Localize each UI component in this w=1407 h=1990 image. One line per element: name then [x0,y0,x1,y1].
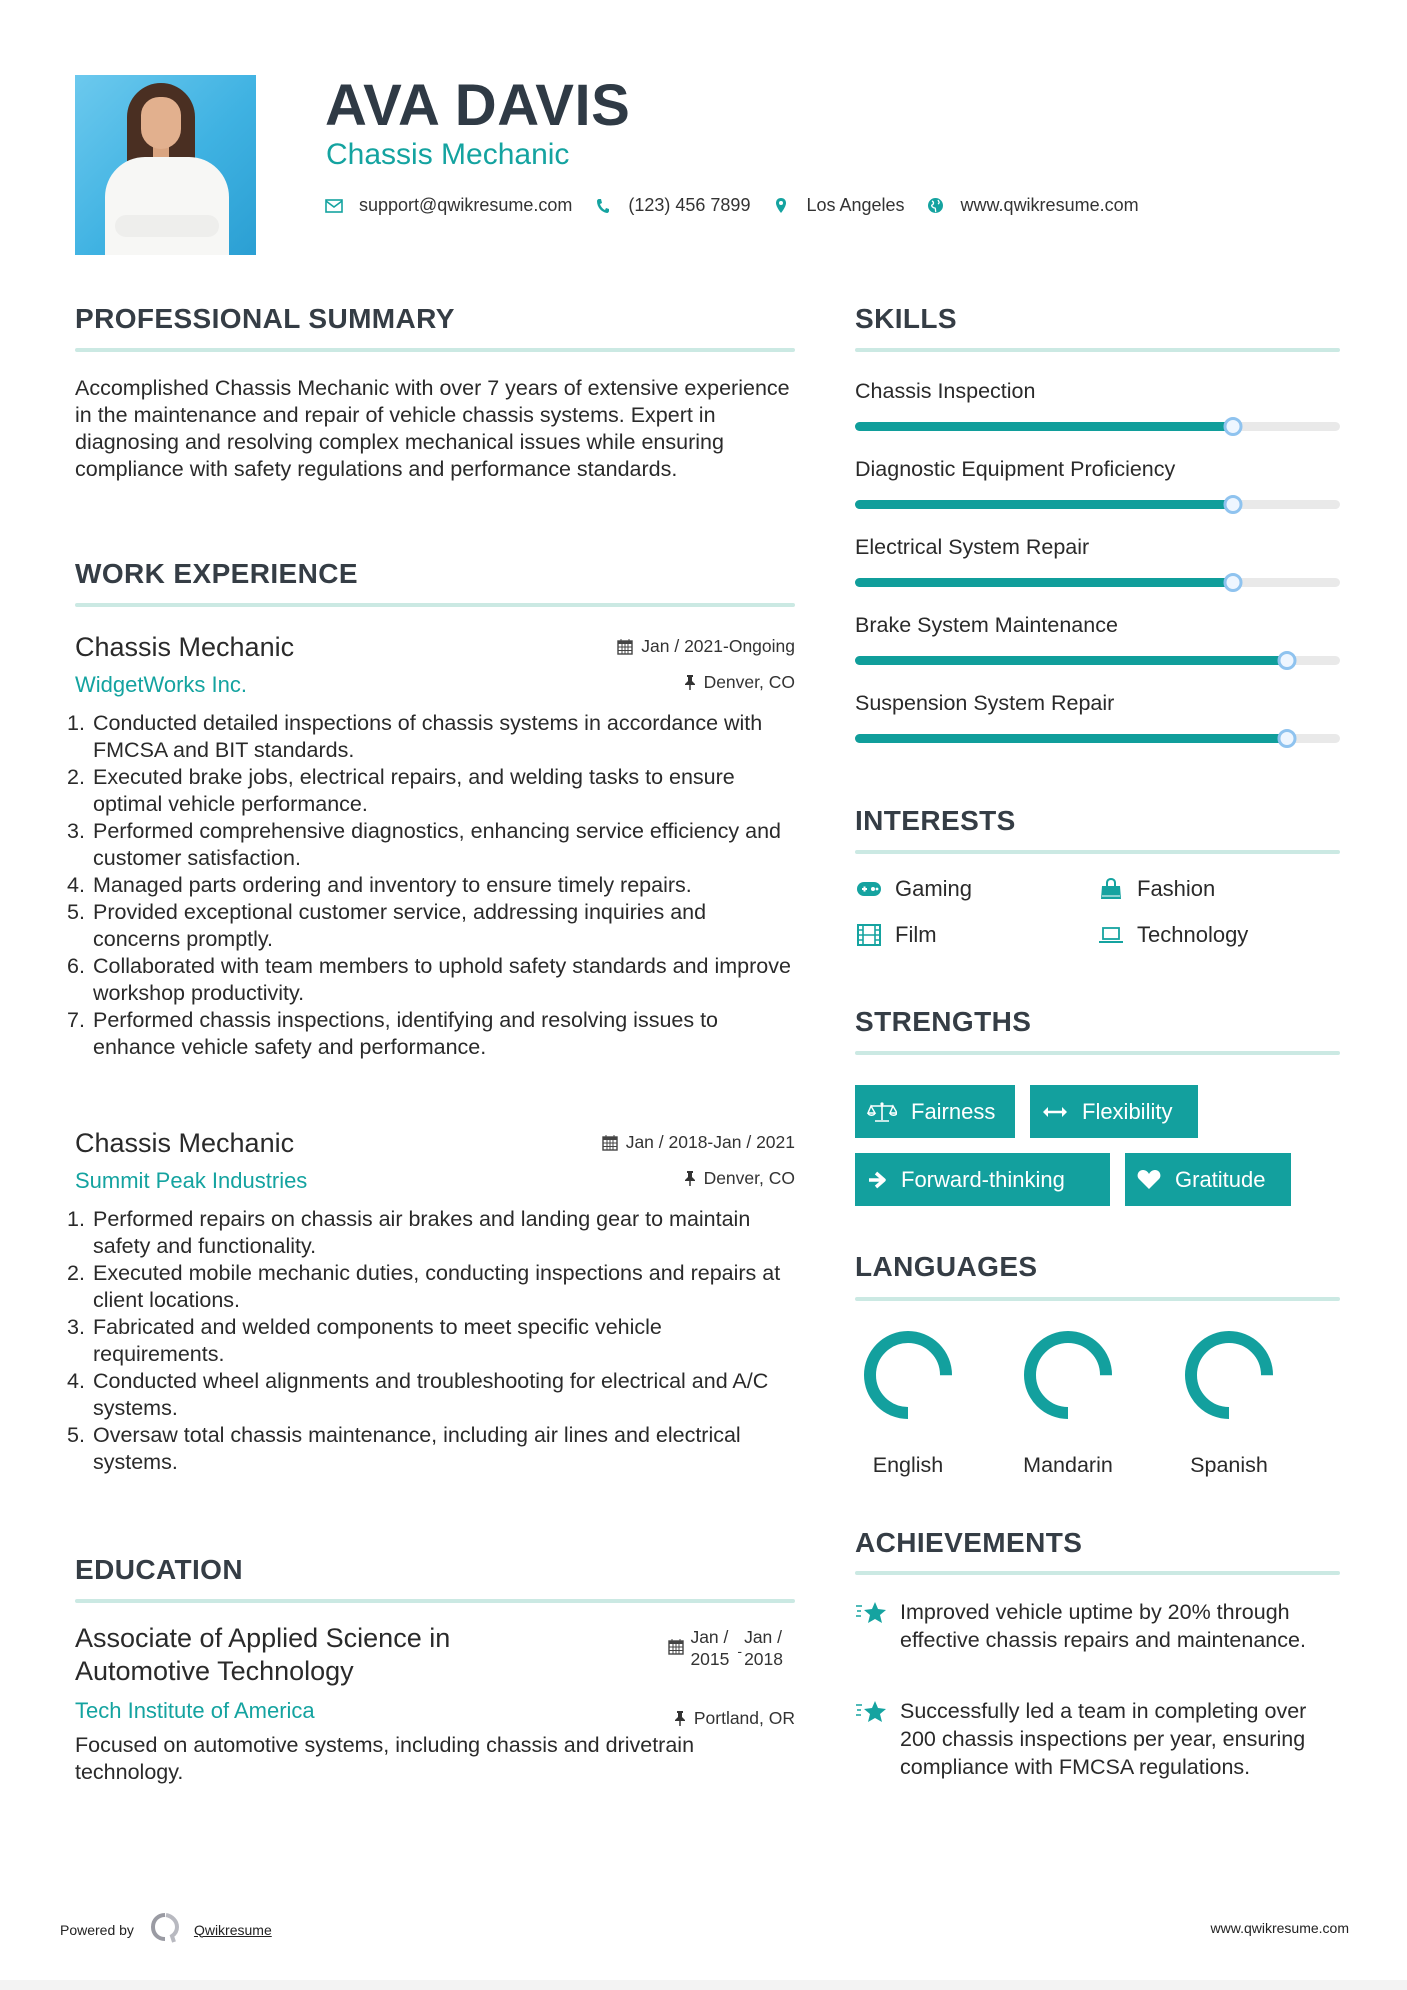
strength-badge: Forward-thinking [855,1153,1110,1206]
skill-item: Diagnostic Equipment Proficiency [855,456,1340,509]
calendar-icon [602,1134,618,1151]
strength-badge: Gratitude [1125,1153,1291,1206]
skill-bar [855,500,1340,509]
education-location: Portland, OR [674,1708,795,1729]
shooting-star-icon [855,1598,900,1654]
skill-bar [855,734,1340,743]
email-text: support@qwikresume.com [359,195,573,215]
website-text: www.qwikresume.com [960,195,1139,215]
profile-photo [75,75,256,255]
languages-heading: LANGUAGES [855,1251,1038,1282]
envelope-icon [325,199,343,213]
contact-website[interactable] [927,195,1139,216]
education-description: Focused on automotive systems, including chassis and drivetrain technology. [75,1733,695,1784]
language-progress-ring [1018,1325,1118,1425]
skill-knob [1224,573,1243,592]
contact-phone[interactable] [594,195,750,216]
job-responsibilities [67,710,795,1061]
education-dates: Jan / 2015 - Jan / 2018 [668,1626,783,1670]
laptop-icon [1097,925,1125,945]
job-location: Denver, CO [684,1168,795,1189]
achievement-item: Improved vehicle uptime by 20% through effective chassis repairs and maintenance. [855,1598,1340,1654]
list-item: 7. Performed chassis inspections, identifying and resolving issues to enhance vehicle safety and performance. [67,1008,719,1059]
list-item: 4. Managed parts ordering and inventory to ensure timely repairs. [67,873,692,897]
languages-divider [855,1297,1340,1301]
skill-knob [1224,495,1243,514]
job-entry [67,630,795,1061]
contact-row [325,195,1161,216]
summary-divider [75,348,795,352]
degree-title: Associate of Applied Science in Automotive Technology [75,1623,451,1686]
location-text: Los Angeles [806,195,905,215]
shooting-star-icon [855,1697,900,1781]
language-progress-ring [858,1325,958,1425]
list-item: 1. Conducted detailed inspections of chassis systems in accordance with FMCSA and BIT standards. [67,711,763,762]
summary-text: Accomplished Chassis Mechanic with over 7 years of extensive experience in the maintenance and repair of vehicle chassis systems. Expert in diagnosing and resolving complex mechanical issues while ensuring compliance with safety regulations and performance standards. [75,376,790,481]
interest-item: Film [855,922,937,948]
skill-knob [1277,729,1296,748]
job-location: Denver, CO [684,672,795,693]
education-divider [75,1599,795,1603]
language-progress-ring [1179,1325,1279,1425]
skill-item: Electrical System Repair [855,534,1340,587]
education-heading: EDUCATION [75,1554,243,1585]
job-dates: Jan / 2018-Jan / 2021 [602,1132,795,1153]
calendar-icon [617,638,633,655]
skill-bar [855,422,1340,431]
list-item: 5. Provided exceptional customer service, addressing inquiries and concerns promptly. [67,900,707,951]
list-item: 6. Collaborated with team members to uphold safety standards and improve workshop productivity. [67,954,791,1005]
list-item: 3. Fabricated and welded components to meet specific vehicle requirements. [67,1315,662,1366]
map-marker-icon [772,197,790,214]
skills-divider [855,348,1340,352]
achievements-divider [855,1571,1340,1575]
arrow-right-icon [867,1170,887,1190]
skill-item: Chassis Inspection [855,378,1340,431]
list-item: 5. Oversaw total chassis maintenance, including air lines and electrical systems. [67,1423,741,1474]
interest-item: Gaming [855,876,972,902]
film-icon [855,924,883,946]
strengths-divider [855,1051,1340,1055]
interests-divider [855,850,1340,854]
skill-bar [855,578,1340,587]
work-divider [75,603,795,607]
list-item: 2. Executed mobile mechanic duties, conducting inspections and repairs at client locations. [67,1261,781,1312]
interests-heading: INTERESTS [855,805,1016,836]
interest-item: Fashion [1097,876,1215,902]
phone-icon [594,198,612,214]
phone-text: (123) 456 7899 [628,195,751,215]
job-title: Chassis Mechanic [75,1128,295,1158]
arrows-horizontal-icon [1042,1105,1068,1119]
language-item: English [848,1325,968,1478]
skill-knob [1277,651,1296,670]
list-item: 1. Performed repairs on chassis air brakes and landing gear to maintain safety and functionality. [67,1207,751,1258]
candidate-title: Chassis Mechanic [326,138,570,171]
list-item: 3. Performed comprehensive diagnostics, enhancing service efficiency and customer satisfaction. [67,819,781,870]
strength-badge: Flexibility [1030,1085,1198,1138]
gamepad-icon [855,881,883,897]
skill-item: Suspension System Repair [855,690,1340,743]
footer-website[interactable]: www.qwikresume.com [1210,1920,1349,1936]
skills-heading: SKILLS [855,303,957,334]
school-name: Tech Institute of America [75,1698,315,1723]
globe-icon [927,197,945,214]
contact-email[interactable] [325,195,572,216]
list-item: 4. Conducted wheel alignments and troubleshooting for electrical and A/C systems. [67,1369,769,1420]
language-item: Mandarin [1008,1325,1128,1478]
qwikresume-link[interactable]: Qwikresume [193,1921,272,1938]
pushpin-icon [684,674,696,691]
contact-location [772,195,904,216]
language-item: Spanish [1169,1325,1289,1478]
job-entry [67,1126,795,1476]
shopping-bag-icon [1097,877,1125,901]
heart-icon [1137,1169,1161,1190]
qwikresume-logo-icon [150,1912,180,1947]
balance-scale-icon [867,1101,897,1123]
achievement-item: Successfully led a team in completing over 200 chassis inspections per year, ensuring compliance with FMCSA regulations. [855,1697,1340,1781]
job-dates: Jan / 2021-Ongoing [617,636,795,657]
footer-powered-by: Powered by Qwikresume [60,1912,272,1947]
strengths-heading: STRENGTHS [855,1006,1032,1037]
interest-item: Technology [1097,922,1248,948]
job-responsibilities [67,1206,795,1476]
company-name: Summit Peak Industries [75,1168,308,1193]
calendar-icon [668,1638,684,1655]
page-bottom-edge [0,1980,1407,1990]
company-name: WidgetWorks Inc. [75,672,247,697]
work-heading: WORK EXPERIENCE [75,558,358,589]
skill-item: Brake System Maintenance [855,612,1340,665]
skill-knob [1224,417,1243,436]
pushpin-icon [674,1710,686,1727]
summary-heading: PROFESSIONAL SUMMARY [75,303,455,334]
achievements-heading: ACHIEVEMENTS [855,1527,1083,1558]
education-entry [75,1622,795,1786]
candidate-name: AVA DAVIS [325,73,631,138]
strength-badge: Fairness [855,1085,1015,1138]
pushpin-icon [684,1170,696,1187]
skill-bar [855,656,1340,665]
list-item: 2. Executed brake jobs, electrical repairs, and welding tasks to ensure optimal vehicle performance. [67,765,735,816]
job-title: Chassis Mechanic [75,632,295,662]
